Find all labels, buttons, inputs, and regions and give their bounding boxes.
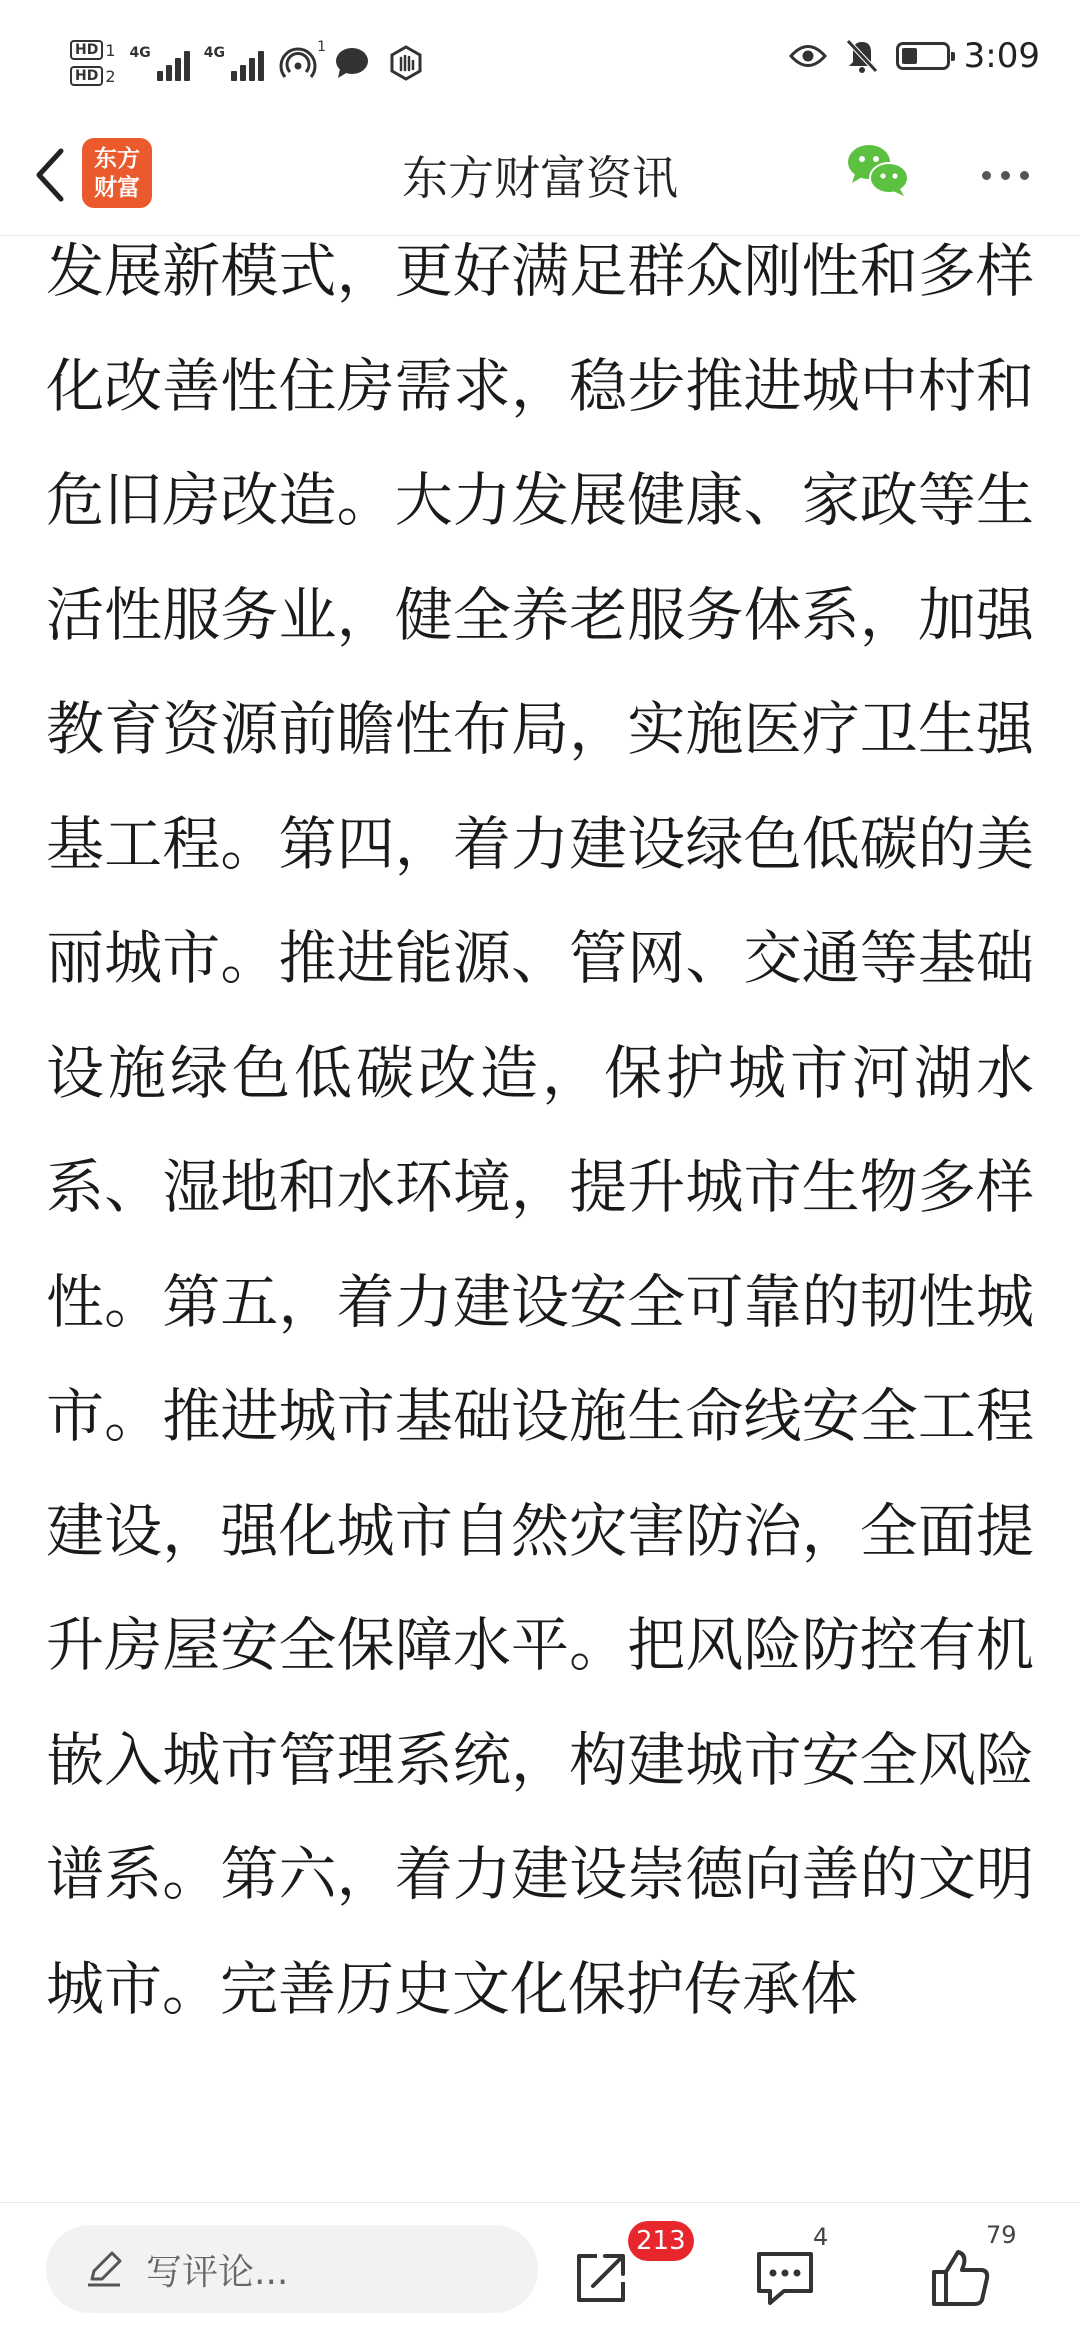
network-type-2: 4G bbox=[203, 45, 225, 61]
share-button[interactable] bbox=[566, 2243, 636, 2313]
more-button[interactable] bbox=[970, 145, 1040, 205]
logo-line-1: 东方 bbox=[94, 145, 140, 172]
comment-input[interactable] bbox=[46, 2225, 538, 2313]
logo-line-2: 财富 bbox=[94, 174, 140, 201]
battery-icon bbox=[896, 42, 950, 70]
sim2-indicator bbox=[70, 66, 116, 86]
sim2-hd-label: HD bbox=[70, 66, 103, 86]
sim1-indicator bbox=[70, 40, 116, 60]
comment-count: 4 bbox=[813, 2223, 829, 2251]
sim-indicators bbox=[70, 40, 116, 86]
signal-strength-2-icon bbox=[204, 45, 264, 81]
hotspot-icon bbox=[278, 39, 326, 83]
wechat-icon bbox=[845, 140, 911, 200]
eye-icon bbox=[788, 36, 828, 76]
status-left-group bbox=[70, 28, 426, 98]
wechat-share-button[interactable] bbox=[845, 140, 911, 206]
shield-icon bbox=[386, 43, 426, 83]
status-bar bbox=[0, 0, 1080, 120]
more-icon bbox=[982, 171, 1029, 180]
battery-level bbox=[902, 48, 917, 64]
app-header bbox=[0, 120, 1080, 236]
page-title: 东方财富资讯 bbox=[402, 151, 678, 205]
thumbs-up-icon bbox=[930, 2248, 992, 2308]
article-body bbox=[0, 236, 1080, 2202]
like-count: 79 bbox=[986, 2221, 1017, 2249]
comment-placeholder: 写评论... bbox=[146, 2251, 289, 2293]
share-count-badge: 213 bbox=[628, 2221, 694, 2261]
article-paragraph: 发展新模式，更好满足群众刚性和多样化改善性住房需求，稳步推进城中村和危旧房改造。大力发展健康、家政等生活性服务业，健全养老服务体系，加强教育资源前瞻性布局，实施医疗卫生强基工程。第四，着力建设绿色低碳的美丽城市。推进能源、管网、交通等基础设施绿色低碳改造，保护城市河湖水系、湿地和水环境，提升城市生物多样性。第五，着力建设安全可靠的韧性城市。推进城市基础设施生命线安全工程建设，强化城市自然灾害防治，全面提升房屋安全保障水平。把风险防控有机嵌入城市管理系统，构建城市安全风险谱系。第六，着力建设崇德向善的文明城市。完善历史文化保护传承体 bbox=[46, 237, 1034, 2023]
network-type-1: 4G bbox=[129, 45, 151, 61]
status-right-group bbox=[788, 36, 1040, 76]
comment-icon bbox=[754, 2249, 816, 2307]
mute-icon bbox=[842, 36, 882, 76]
chat-icon bbox=[332, 43, 372, 83]
share-icon bbox=[571, 2248, 631, 2308]
pencil-icon bbox=[82, 2247, 126, 2291]
bottom-action-bar bbox=[0, 2202, 1080, 2341]
sim1-index: 1 bbox=[105, 40, 116, 60]
sim2-index: 2 bbox=[105, 66, 116, 86]
signal-strength-1-icon bbox=[130, 45, 190, 81]
comments-button[interactable] bbox=[750, 2243, 820, 2313]
clock: 3:09 bbox=[963, 36, 1040, 76]
like-button[interactable] bbox=[926, 2243, 996, 2313]
sim1-hd-label: HD bbox=[70, 40, 103, 60]
hotspot-count: 1 bbox=[317, 39, 326, 55]
